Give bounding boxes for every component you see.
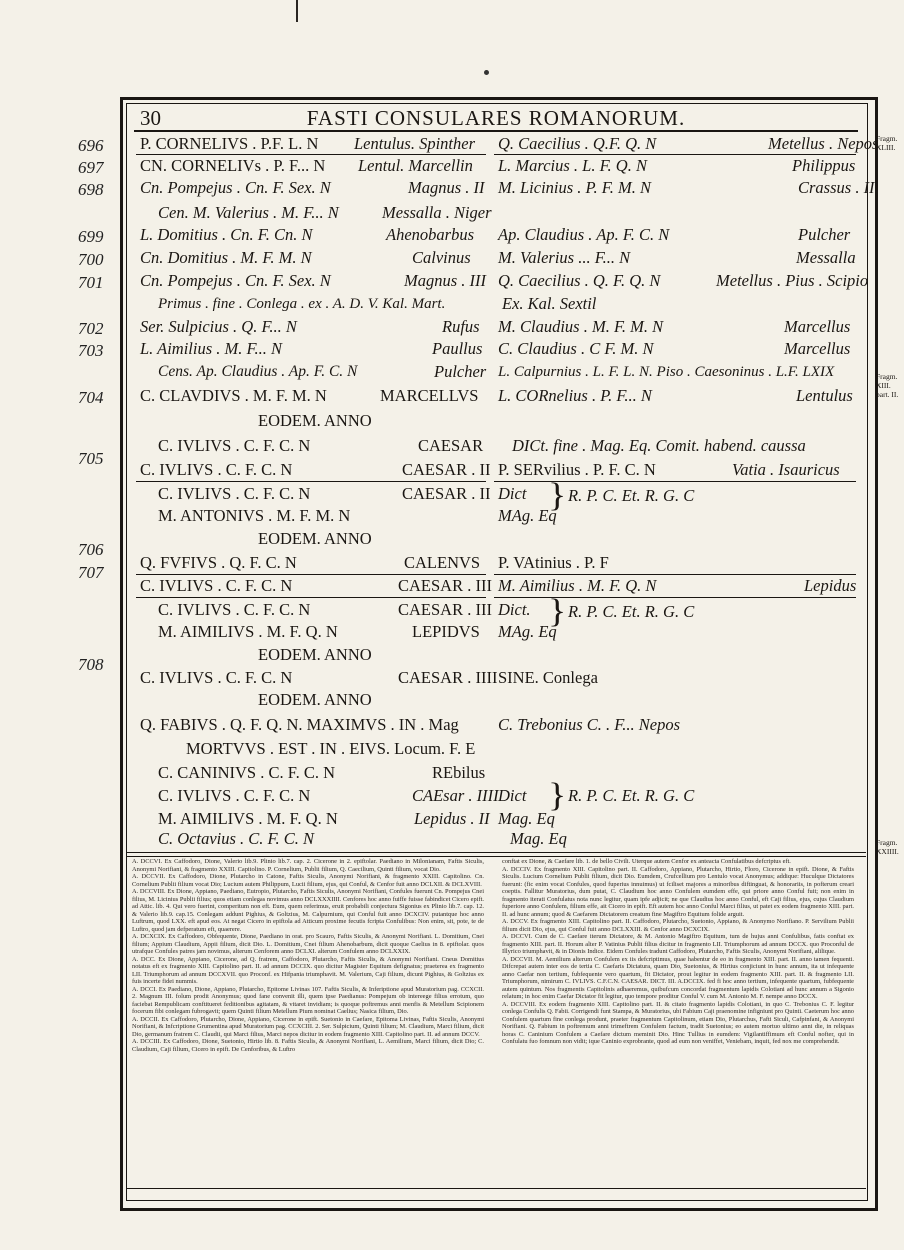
consul-a-name: L. Aimilius . M. F... N: [140, 339, 282, 358]
dictator-name: C. IVLIVS . C. F. C. N: [158, 484, 311, 503]
consul-a-cognomen: Lentulus. Spinther: [354, 134, 476, 153]
dictator-cognomen: CAEsar . IIII: [412, 786, 499, 805]
consul-a-cognomen: Magnus . II: [408, 178, 485, 197]
magister-title: Mag. Eq: [510, 829, 567, 848]
consul-b-cognomen: Metellus . Pius . Scipio: [716, 271, 869, 290]
consul-b-cognomen: Lentulus: [796, 386, 853, 405]
eodem-anno: EODEM. ANNO: [258, 690, 372, 709]
row-rule: [136, 154, 486, 155]
brace-note: R. P. C. Et. R. G. C: [568, 602, 695, 621]
row-rule: [136, 481, 486, 482]
row-rule: [494, 574, 856, 575]
consul-b-name: C. Claudius . C F. M. N: [498, 339, 654, 358]
consul-a-cognomen: CAESAR . IIII: [398, 668, 498, 687]
note-paragraph: A. DCCVI. Cum de C. Caefare iterum Dictatore, & M. Antonio Magiftro Equitum, tum de hujus anni Confulibus, fatis conftat ex fragmento XIII. part. II. Horum alter P. Vatinius Publii filius dicitur in fragmento LII. Triumphorum ad annum DCCX. quo Proconful de Illyrico triumphavit, & in Dionis Indice. Eidem Confules tradunt Caffodoro, Plutarcho, Faftis Siculis, Anonymi Norifiani, alilique.: [502, 933, 854, 955]
consul-a-name: C. CANINIVS . C. F. C. N: [158, 763, 335, 782]
notes-left-column: [132, 858, 484, 1053]
consul-a-cognomen: Rufus: [442, 317, 480, 336]
dictator-title: Dict: [498, 484, 527, 503]
eodem-anno: EODEM. ANNO: [258, 645, 372, 664]
consul-a-name: Q. FABIVS . Q. F. Q. N. MAXIMVS . IN . Mag: [140, 715, 459, 734]
consul-a-name: Cn. Pompejus . Cn. F. Sex. N: [140, 271, 331, 290]
consul-b-cognomen: Marcellus: [784, 317, 851, 336]
note-paragraph: A. DCXCIX. Ex Caffodoro, Obfequente, Dione, Paediano in orat. pro Scauro, Faftis Siculis, & Anonymi Norifiani. L. Domitium, Cnei filium; Appium Claudium, Appii filium, dicit Dio. L. Domitium, Cnei filium Ahenobarbum, dicit quoque Caelius in 8. epiftolar. quos utrafque Confules patres jam novimus, alterum Cenforem anno DCLXI. alterum Confulem anno DCLXXIX.: [132, 933, 484, 955]
note-paragraph: A. DCC. Ex Dione, Appiano, Cicerone, ad Q. fratrem, Caffodoro, Plutarcho, Faftis Siculis, & Anonymi Norifiani. Cneus Domitius notatus eft ex fragmento XIII. Capitolino part. II. ad annum DCCIX. quo dicitur Magister Equitum defignatus; praeterea ex fragmento LII. Triumphorum ad annum DCCXVII. quo Proconf. ex Hifpania triumphavit. M. Valerium, Caji filium, dicunt Pighius, & Goltzius ex fuis incerte fidei nummis.: [132, 955, 484, 985]
consul-b-name: C. Trebonius C. . F... Nepos: [498, 715, 680, 734]
eodem-anno: EODEM. ANNO: [258, 529, 372, 548]
eodem-anno: EODEM. ANNO: [258, 411, 372, 430]
notes-separator: [126, 852, 866, 857]
note-paragraph: A. DCCIII. Ex Caffodoro, Dione, Suetonio, Hirtio lib. 8. Faftis Siculis, & Anonymi Norifiani, L. Aemilium, Marci filium, dicit Dio; C. Claudium, Caji filium, Cicero in epift. De Cenforibus, & Luftro: [132, 1038, 484, 1053]
consul-a-name: Cn. Domitius . M. F. M. N: [140, 248, 312, 267]
consul-b-name: SINE. Conlega: [498, 668, 598, 687]
consul-a-name: L. Domitius . Cn. F. Cn. N: [140, 225, 313, 244]
dictator-name: C. IVLIVS . C. F. C. N: [158, 786, 311, 805]
consul-b-name: P. SERvilius . P. F. C. N: [498, 460, 656, 479]
consul-a-name: C. IVLIVS . C. F. C. N: [140, 576, 293, 595]
consul-b-name: L. Marcius . L. F. Q. N: [498, 156, 647, 175]
note-paragraph: A. DCCVI. Ex Caffodoro, Dione, Valerio lib.9. Plinio lib.7. cap. 2. Cicerone in 2. epiftolar. Paediano in Milonianam, Faftis Siculis, Anonymi Norifiani, & fragmento XXIII. Capitolino. P. Cornelium, Publii filium, Q. Caecilium, Quinti filium, vocat Dio.: [132, 858, 484, 873]
consul-b-name: Q. Caecilius . Q. F. Q. N: [498, 271, 661, 290]
consul-b-name: M. Aimilius . M. F. Q. N: [498, 576, 657, 595]
consul-a-name: C. CLAVDIVS . M. F. M. N: [140, 386, 327, 405]
margin-note: Fragm. XXIIII.: [876, 838, 899, 856]
consul-b-name: M. Claudius . M. F. M. N: [498, 317, 664, 336]
consul-b-cognomen: Crassus . II: [798, 178, 875, 197]
year-label: 697: [78, 158, 104, 177]
year-label: 696: [78, 136, 104, 155]
consul-b-cognomen: Messalla: [796, 248, 856, 267]
magister-title: MAg. Eq: [498, 506, 557, 525]
notes-bottom-rule: [126, 1188, 866, 1189]
year-label: 705: [78, 449, 104, 468]
magister-title: MAg. Eq: [498, 622, 557, 641]
consul-b-name: L. CORnelius . P. F... N: [498, 386, 652, 405]
magister-title: Mag. Eq: [498, 809, 555, 828]
consul-b-name: P. VAtinius . P. F: [498, 553, 609, 572]
year-label: 699: [78, 227, 104, 246]
year-label: 702: [78, 319, 104, 338]
consul-b-name: Q. Caecilius . Q.F. Q. N: [498, 134, 657, 153]
consul-a-name: CN. CORNELIVs . P. F... N: [140, 156, 326, 175]
consul-a-cognomen: CAESAR . III: [398, 576, 492, 595]
consul-a-name: P. CORNELIVS . P.F. L. N: [140, 134, 319, 153]
note-paragraph: A. DCCIV. Ex fragmento XIII. Capitolino part. II. Caffodoro, Appiano, Plutarcho, Hirtio, Floro, Cicerone in epift. Dione, & Faftis Siculis. Lucium Cornelium Publii filium, dicit Dio. Eumdem, Crufcellium pro Lentulo vocat Anonymus; addique: Huculque Dictatores fuerunt: (fic enim vocat Confules, quod fuperius innuimus) ut fciliset majores a minoribus diftinguat, & honorariis, in pofterum creari coeptis. Fallitur Muratorius, dum putat, C. Claudium hoc anno Confulem eumdem effe, qui priore anno Conful fuit; non enim in fragmento iterati Confulatus nota nunc legitur, quam ipfe adjicit; ne que Claudius hoc anno Conful, eft Caji filius, ejus, cujus Claudium fuperiore anno Confulem, filium effe, ait Cicero in epift. Eft autem hoc anno Conful Marci filius, ut patet ex eodem fragmento XIII. part. II. ad hunc annum; quod & Caefarem Dictatorem creatum fine Magiftro Equitum folide arguit.: [502, 865, 854, 918]
brace-note: R. P. C. Et. R. G. C: [568, 786, 695, 805]
note-paragraph: A. DCCVIII. Ex Dione, Appiano, Paediano, Eutropio, Plutarcho, Faftis Siculis, Anonymi Norifiani, Confules fuerunt Cn. Pompejus Cnei filius, M. Licinius Publii filius; quos etiam conlegas novimus anno DCLXXXIIII. Cenfores hoc anno fuiffe fuisse fabindicet Cicero epift. ad Attic. lib. 4. Qui vero fuerint, comperitum non eft. Eum, quem referimus, eruit probabili conjectura Sigonius ex Plinio lib.7. cap. 12. & Valerio lib.9. cap.15. Conlegam addunt Pighius, & Goltzius, M. Calpurnium, qui Conful fuit anno DCXCIV. putantque hoc anno Luftrum, quod LXX. eft apud eos. At negat Cicero in epiftola ad Atticum proxime fecutis fcripta Confulibus: Non enim, sit, pote, te de Luftro, quod jam defperatum eft, quaerere.: [132, 888, 484, 933]
magister-name: M. AIMILIVS . M. F. Q. N: [158, 809, 338, 828]
year-label: 704: [78, 388, 104, 407]
year-label: 708: [78, 655, 104, 674]
consul-a-cognomen: Ahenobarbus: [386, 225, 474, 244]
year-label: 707: [78, 563, 104, 582]
consul-b-name: Ap. Claudius . Ap. F. C. N: [498, 225, 670, 244]
row-rule: [494, 154, 856, 155]
censor-name: L. Calpurnius . L. F. L. N. Piso . Caesoninus . L.F. LXIX: [498, 364, 835, 380]
censor-cognomen: Messalla . Niger: [382, 203, 492, 222]
page-number: 30: [140, 106, 161, 130]
dictator-name: C. IVLIVS . C. F. C. N: [158, 600, 311, 619]
consul-a-name: Cn. Pompejus . Cn. F. Sex. N: [140, 178, 331, 197]
consul-b-cognomen: Philippus: [792, 156, 856, 175]
brace: }: [548, 476, 567, 514]
magister-cognomen: Lepidus . II: [414, 809, 490, 828]
dictator-note: DICt. fine . Mag. Eq. Comit. habend. caussa: [512, 436, 806, 455]
page-header: [134, 106, 858, 132]
magister-name: C. Octavius . C. F. C. N: [158, 829, 315, 848]
ornament-dot: [484, 70, 489, 75]
gutter-line: [296, 0, 298, 22]
consul-b-cognomen: Metellus . Nepos: [768, 134, 879, 153]
note-line: MORTVVS . EST . IN . EIVS. Locum. F. E: [186, 739, 476, 758]
consul-a-name: C. IVLIVS . C. F. C. N: [140, 460, 293, 479]
consul-a-cognomen: Lentul. Marcellin: [358, 156, 473, 175]
brace: }: [548, 776, 567, 814]
notes-right-column: [502, 858, 854, 1046]
margin-note: Fragm. XIII. part. II.: [876, 372, 899, 399]
consul-a-name: C. IVLIVS . C. F. C. N: [140, 668, 293, 687]
consul-a-cognomen: Magnus . III: [404, 271, 487, 290]
censor-cognomen: Pulcher: [434, 362, 487, 381]
note-paragraph: A. DCCVII. M. Aemilium alterum Confulem ex iis defcriptimus, quae habentur de eo in fragmento XIII. part. II. anno tamen fequenti. Difcrepat autem inter eos de tertia C. Caefaris Dictatura, quam Dio, Suetonius, & Hirtius conjiciunt in hunc annum, ita ut infequente anno Caefar non tertium, fubfequente vero quartum, fit Dictator, prout legitur in eodem fragmento XIII. part. II. & fragmento LII. Triumphorum, nimirum C. IVLIVS. C.F.C.N. CAESAR. DICT. III. A.DCCIX. fed fi hoc anno tertium, infequente quartum, fubfequente autem quintum. Nos fragmentis Capitolinis adhaeremus, quibufcum concordat fragmentum lapidis Colotiani ad hunc annum a Sigonio relatum; in hoc enim Caefar Dictator fit legitur, quo tempore proditur Conful V. cum M. Antonio M. F. nempe anno DCCX.: [502, 955, 854, 1000]
year-label: 703: [78, 341, 104, 360]
brace-note: R. P. C. Et. R. G. C: [568, 486, 695, 505]
note-paragraph: A. DCCVIII. Ex eodem fragmento XIII. Capitolino part. II. & citato fragmento lapidis Colotiani, in quo C. Trebonius C. F. legitur conlega Confulis Q. Fabii. Corrigendi funt Stampa, & Muratorius, ubi Fabium Caji praenomine infigniunt pro Quinti. Caeterum hoc anno Confulem quartum fine conlega produnt, praeter fragmentum Capitolinum, etiam Dio, Plutarchus, Fafti Siculi, Cafpinfani, & Anonymi Norifiani. Q. Fabium in poftremum anni trimeftrem Confulem factum, tradit Suetonius; eo autem mortuo ultimo anni die, in reliquas horas C. Caninium Confulem a Caefare dictum meminit Dio. Hinc Tullius in eumdem: Vigilantiffimum eft Conful nofter, qui in Confulatu fuo fomnum non vidit; ique Caninio exprobrante, quod ad eum non veniffet, Veniebam, inquit, fed nox me comprehendit.: [502, 1000, 854, 1045]
year-label: 698: [78, 180, 104, 199]
note-paragraph: A. DCCII. Ex Caffodoro, Plutarcho, Dione, Appiano, Cicerone in epift. Suetonio in Caefare, Epitoma Livinas, Faftis Siculis, Anonymi Norifiani, & Infcriptione Grumentina apud Muratorium pag. CCXCIII. 2. Ser. Sulpicium, Quinti filium; M. Claudium, Marci filium, dicit Dio, germanum fratrem C. Claudii, qui Marci filius, Marci nepos dicitur in eodem fragmento XIII. Capitolino part. II. ad annum DCCV.: [132, 1015, 484, 1038]
margin-note: Fragm. XLIII.: [876, 134, 898, 152]
magister-name: M. AIMILIVS . M. F. Q. N: [158, 622, 338, 641]
row-rule: [136, 574, 486, 575]
consul-a-name: Ser. Sulpicius . Q. F... N: [140, 317, 297, 336]
note-paragraph: A. DCCV. Ex fragmento XIII. Capitolino part. II. Caffodoro, Plutarcho, Suetonio, Appiano, & Anonymo Norifiano. P. Servilium Publii filium dicit Dio, ejus, qui Conful fuit anno DCLXXIII. & Cenfor anno DCXCIX.: [502, 918, 854, 933]
note-line: Primus . fine . Conlega . ex . A. D. V. Kal. Mart.: [158, 296, 446, 312]
year-label: 706: [78, 540, 104, 559]
page-title: FASTI CONSULARES ROMANORUM.: [306, 106, 686, 130]
dictator-cognomen: CAESAR: [418, 436, 484, 455]
consul-a-cognomen: Paullus: [432, 339, 483, 358]
dictator-title: Dict.: [498, 600, 531, 619]
consul-b-name: M. Licinius . P. F. M. N: [498, 178, 651, 197]
note-paragraph: A. DCCI. Ex Paediano, Dione, Appiano, Plutarcho, Epitome Livinas 107. Faftis Siculis, & Inferiptione apud Muratorium pag. CCXCII. 2. Magnum III. folum prodit Anonymus; quod fane convenit illi, quem ipse Paedianus: Pompejum ob intereege filius errotum, quo faciebat Rempublicam conftitueret feditionibus agitatam, & vitaret invidiam; is quoque poftremus anni menfis & Metellum Scipionem focerum fibi conlegam fubrogavit; quem Quinti filium Metellum Pium nominat Caelius; Nasica filium, Dio.: [132, 985, 484, 1015]
dictator-cognomen: CAESAR . II: [402, 484, 491, 503]
consul-b-cognomen: Lepidus: [804, 576, 857, 595]
magister-cognomen: LEPIDVS: [412, 622, 480, 641]
consul-a-cognomen: REbilus: [432, 763, 486, 782]
row-rule: [136, 597, 486, 598]
consul-a-cognomen: CALENVS: [404, 553, 481, 572]
consul-b-cognomen: Vatia . Isauricus: [732, 460, 840, 479]
consul-b-cognomen: Marcellus: [784, 339, 851, 358]
year-label: 700: [78, 250, 104, 269]
consul-b-name: M. Valerius ... F... N: [498, 248, 631, 267]
note-paragraph: A. DCCVII. Ex Caffodoro, Dione, Plutarcho in Catone, Faftis Siculis, Anonymi Norifiani, & fragmento XXIII. Capitolino. Cn. Cornelium Publii filium vocat Dio; Lucium autem Philippum, Lucii filium, ejus, qui Conful, & Cenfor fuit anno DCLXII. & DCLXVIII.: [132, 873, 484, 888]
dictator-title: Dict: [498, 786, 527, 805]
brace: }: [548, 592, 567, 630]
note-line: Ex. Kal. Sextil: [502, 294, 597, 313]
dictator-name: C. IVLIVS . C. F. C. N: [158, 436, 311, 455]
dictator-cognomen: CAESAR . III: [398, 600, 492, 619]
consul-a-cognomen: MARCELLVS: [380, 386, 479, 405]
censor-name: Cen. M. Valerius . M. F... N: [158, 203, 339, 222]
note-paragraph: conftat ex Dione, & Caefare lib. 1. de bello Civili. Uterque autem Cenfor ex anteacta Confulatibus defcriptus eft.: [502, 858, 791, 865]
magister-name: M. ANTONIVS . M. F. M. N: [158, 506, 351, 525]
consul-a-cognomen: CAESAR . II: [402, 460, 491, 479]
censor-name: Cens. Ap. Claudius . Ap. F. C. N: [158, 363, 358, 380]
consul-b-cognomen: Pulcher: [798, 225, 851, 244]
year-label: 701: [78, 273, 104, 292]
consul-a-name: Q. FVFIVS . Q. F. C. N: [140, 553, 297, 572]
consul-a-cognomen: Calvinus: [412, 248, 471, 267]
